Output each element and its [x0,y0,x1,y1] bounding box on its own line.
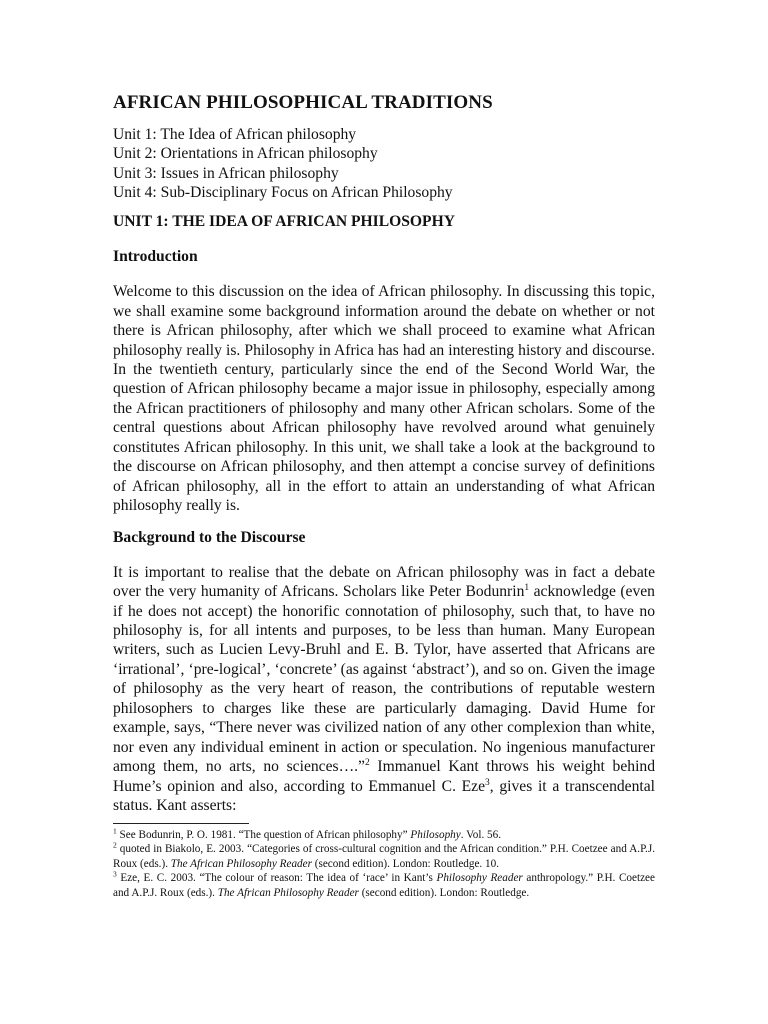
background-heading: Background to the Discourse [113,528,306,546]
footnote-italic: The African Philosophy Reader [217,886,359,899]
unit-list-item: Unit 3: Issues in African philosophy [113,164,339,182]
background-text: It is important to realise that the debate on African philosophy was in fact a debate over the very humanity of Africans. Scholars like Peter Bodunrin [113,563,655,601]
footnote-ref-1: 1 [524,582,530,593]
unit-list-item: Unit 1: The Idea of African philosophy [113,126,357,143]
footnote-3 [113,871,655,900]
footnote-text: Eze, E. C. 2003. “The colour of reason: The idea of ‘race’ in Kant’s [116,872,437,885]
footnote-1 [113,825,655,843]
introduction-paragraph: Welcome to this discussion on the idea of African philosophy. In discussing this topic, we shall examine some background information around the debate on whether or not there is African philosophy, after which we shall proceed to examine what African philosophy really is. Philosophy in Africa has had an interesting history and discourse. In the twentieth century, particularly since the end of the Second World War, the question of African philosophy became a major issue in philosophy, especially among the African practitioners of philosophy and many other African scholars. Some of the central questions about African philosophy have revolved around what genuinely constitutes African philosophy. In this unit, we shall take a look at the background to the discourse on African philosophy, and then attempt a concise survey of definitions of African philosophy, all in the effort to attain an understanding of what African philosophy really is. [113,283,655,515]
background-paragraph [113,563,655,816]
footnote-ref-2: 2 [364,757,370,768]
unit-list-item: Unit 4: Sub-Disciplinary Focus on African Philosophy [113,183,453,201]
footnotes [113,825,655,901]
document-title: AFRICAN PHILOSOPHICAL TRADITIONS [113,92,493,113]
footnote-italic: Philosophy [410,828,461,841]
unit-1-heading: UNIT 1: THE IDEA OF AFRICAN PHILOSOPHY [113,213,455,231]
background-text: , gives it a transcendental status. Kant asserts: [113,777,655,815]
unit-list [113,125,655,202]
footnote-number: 2 [113,840,117,850]
footnote-text: quoted in Biakolo, E. 2003. “Categories of cross-cultural cognition and the African condition.” P.H. Coetzee and A.P.J. Roux (eds.). [113,843,655,870]
introduction-heading: Introduction [113,248,198,266]
background-text: acknowledge (even if he does not accept) the honorific connotation of philosophy, such that, to have no philosophy is, for all intents and purposes, to be less than human. Many European writers, such as Lucien Levy-Bruhl and E. B. Tylor, have asserted that Africans are ‘irrational’, ‘pre-logical’, ‘concrete’ (as against ‘abstract’), and so on. Given the image of philosophy as the very heart of reason, the contributions of reputable western philosophers to charges like these are particularly damaging. David Hume for example, says, “There never was civilized nation of any other complexion than white, nor even any individual eminent in action or speculation. No ingenious manufacturer among them, no arts, no sciences….” [113,583,655,776]
unit-list-item: Unit 2: Orientations in African philosophy [113,145,378,163]
footnote-text: See Bodunrin, P. O. 1981. “The question of African philosophy” [116,828,411,841]
footnote-number: 3 [113,869,117,879]
footnote-divider [113,823,249,824]
footnote-italic: The African Philosophy Reader [170,857,312,870]
footnote-text: (second edition). London: Routledge. [358,886,530,899]
footnote-text: . Vol. 56. [460,828,502,841]
footnote-italic: Philosophy Reader [436,872,523,885]
footnote-2 [113,842,655,871]
footnote-text: (second edition). London: Routledge. 10. [311,857,500,870]
footnote-text: anthropology.” P.H. Coetzee and A.P.J. Roux (eds.). [113,872,655,899]
document-page [113,92,655,900]
background-text: Immanuel Kant throws his weight behind Hume’s opinion and also, according to Emmanuel C. Eze [113,758,655,795]
footnote-ref-3: 3 [485,777,490,788]
footnote-number: 1 [113,825,117,835]
